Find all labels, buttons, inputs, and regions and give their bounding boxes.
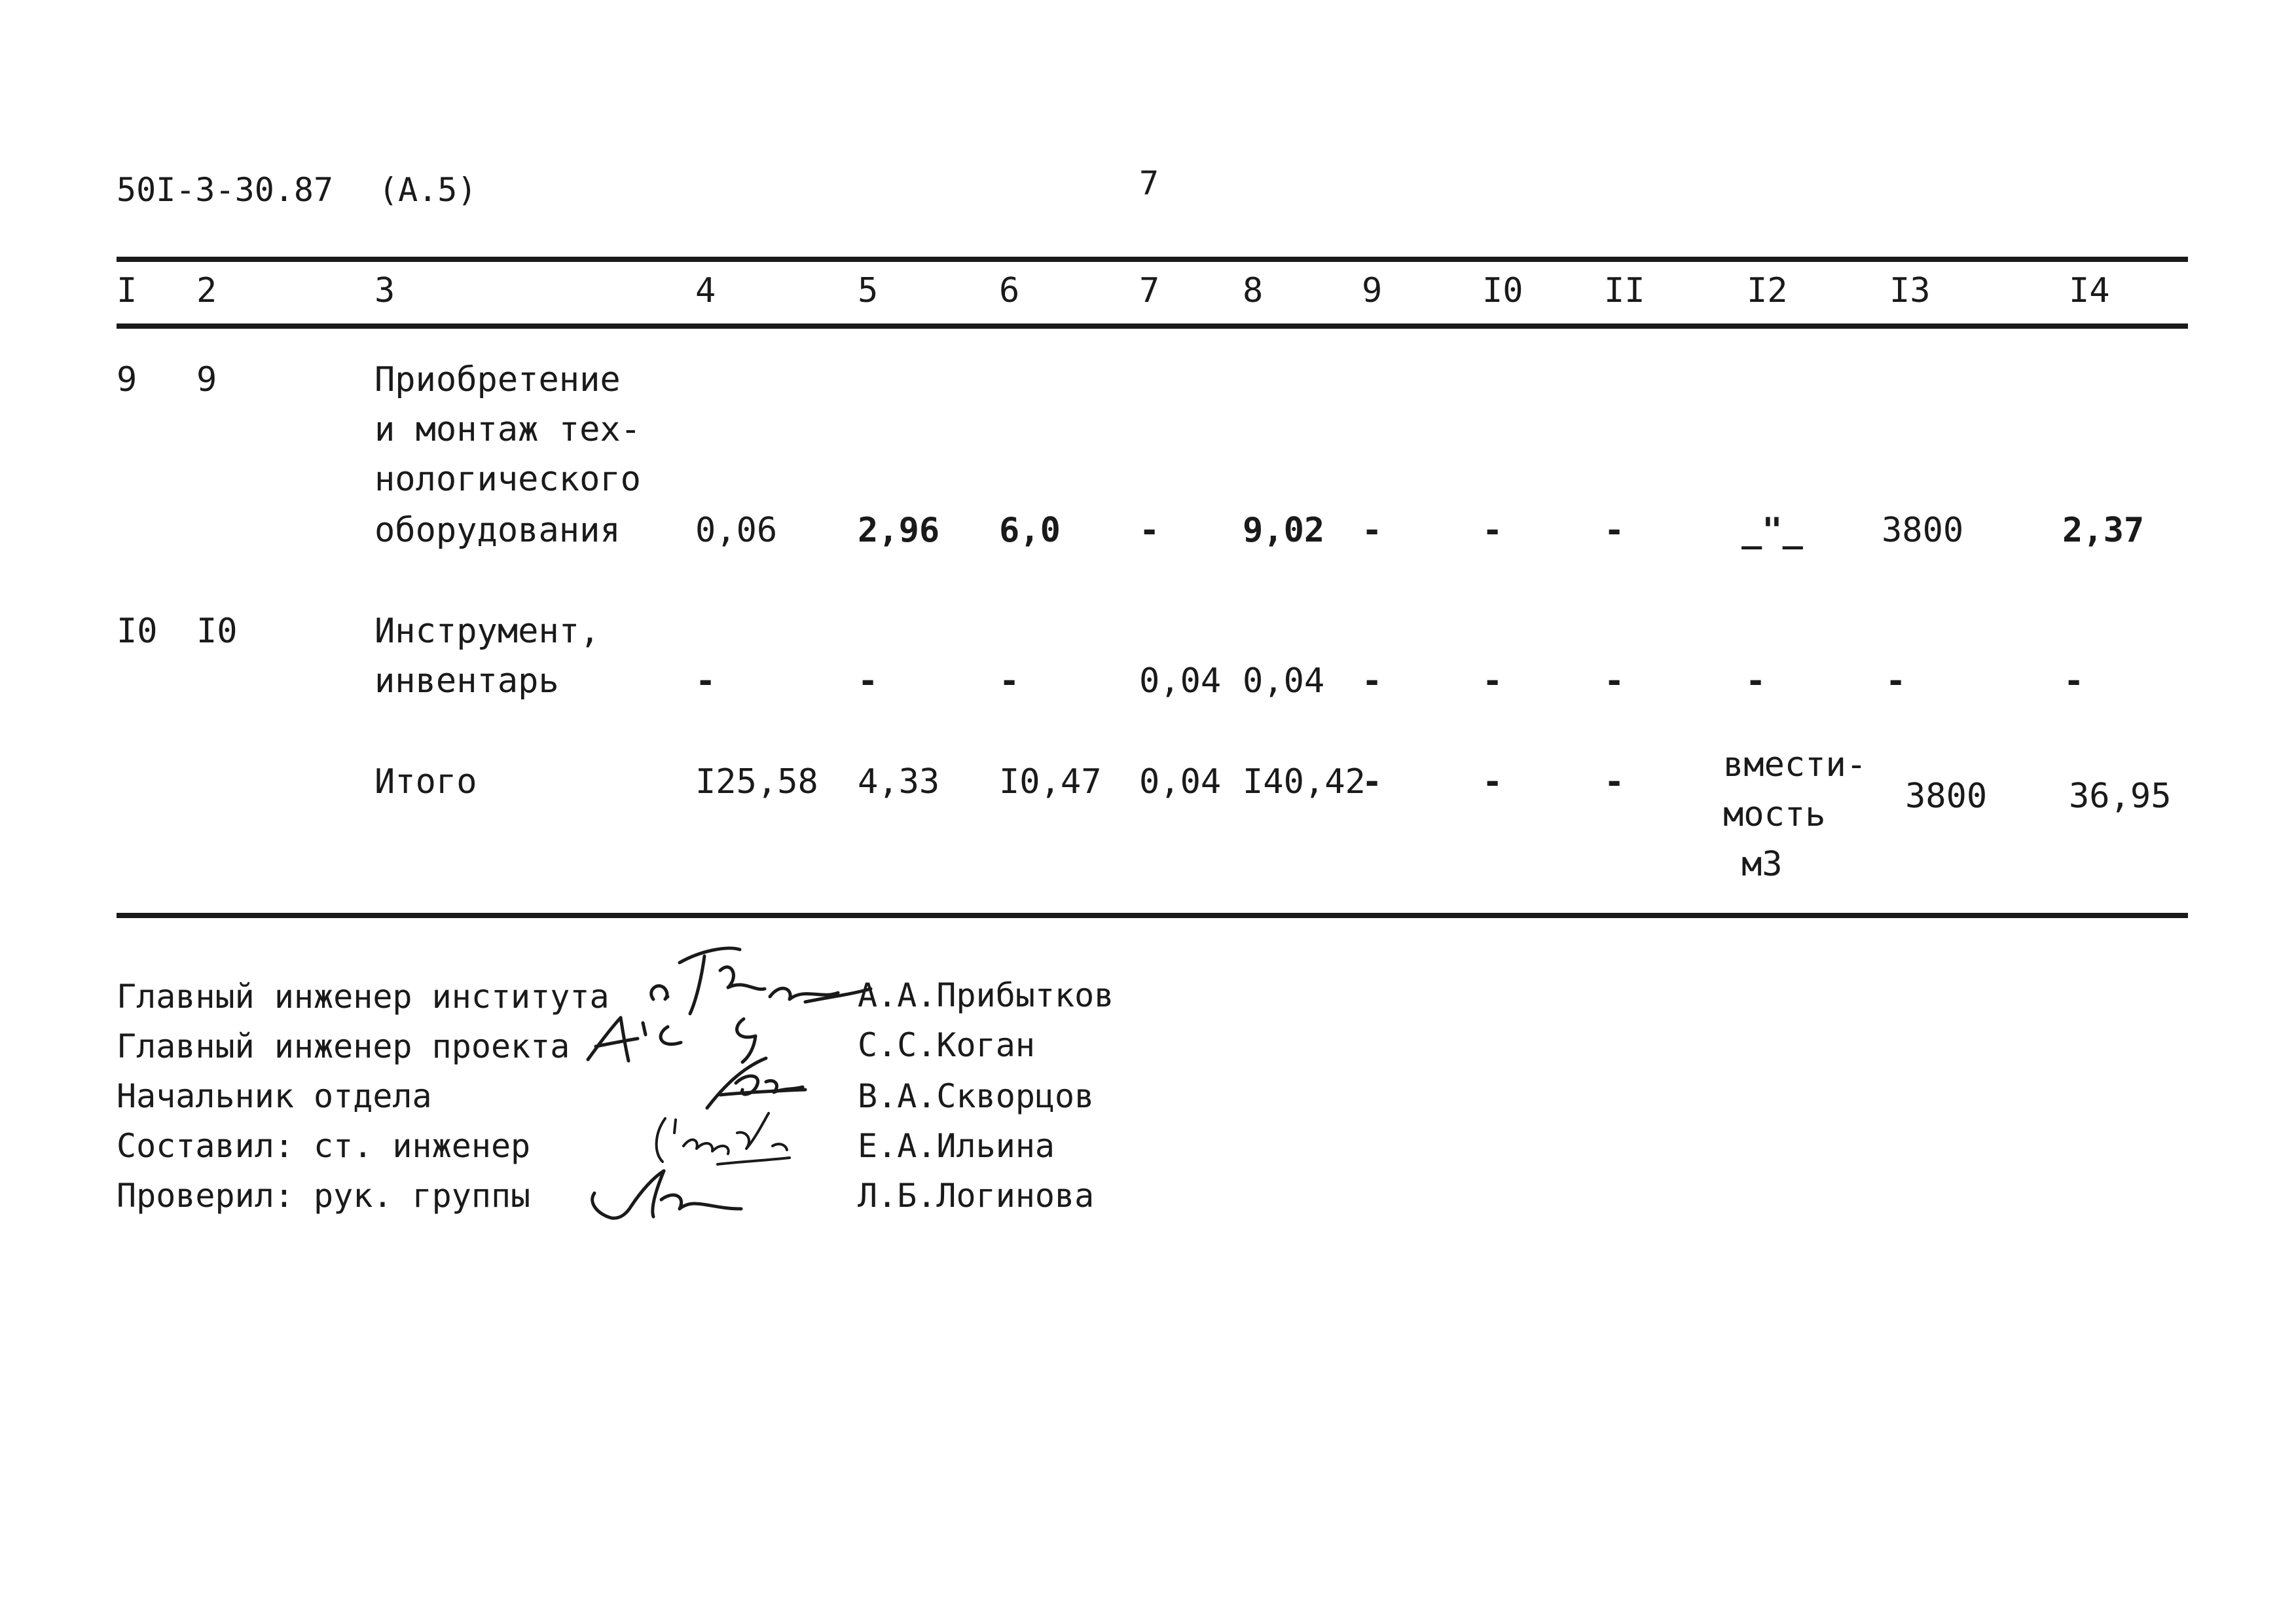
signer-name: Е.А.Ильина — [858, 1127, 1055, 1165]
cell-col-12: - — [1745, 661, 1766, 701]
cell-col-8: 9,02 — [1243, 511, 1325, 550]
cell-col-14: 36,95 — [2069, 777, 2172, 816]
cell-col-5: 2,96 — [858, 511, 940, 550]
page-number: 7 — [1139, 164, 1159, 202]
cell-col-9: - — [1362, 762, 1383, 802]
item-name-line: и монтаж тех- — [374, 410, 641, 449]
table-header-rule — [117, 323, 2188, 329]
cell-col-4: - — [695, 661, 716, 701]
column-number-1: I — [117, 271, 137, 310]
cell-col-7: - — [1139, 511, 1160, 550]
album-reference: (А.5) — [378, 171, 477, 209]
item-name-line: инвентарь — [374, 661, 559, 701]
row-number: I0 — [117, 612, 158, 651]
signer-name: Л.Б.Логинова — [858, 1177, 1095, 1215]
signer-role: Главный инженер проекта — [117, 1027, 570, 1065]
cell-col-14: 2,37 — [2062, 511, 2145, 550]
cell-col-9: - — [1362, 661, 1383, 701]
signer-role: Главный инженер института — [117, 978, 610, 1016]
cell-col-11: - — [1604, 661, 1625, 701]
column-number-10: I0 — [1482, 271, 1523, 310]
signature-image — [581, 1160, 752, 1235]
cell-col-13: - — [1886, 661, 1906, 701]
cell-col-7: 0,04 — [1139, 661, 1222, 701]
item-number: 9 — [196, 360, 217, 399]
column-number-6: 6 — [999, 271, 1020, 310]
capacity-unit-line: м3 — [1741, 845, 1783, 884]
column-number-9: 9 — [1362, 271, 1383, 310]
cell-col-6: 6,0 — [999, 511, 1061, 550]
column-number-13: I3 — [1889, 271, 1931, 310]
cell-col-8: I40,42 — [1243, 762, 1366, 802]
document-code: 50I-3-30.87 — [117, 171, 334, 209]
cell-col-5: - — [858, 661, 879, 701]
table-top-rule — [117, 257, 2188, 262]
cell-col-4: I25,58 — [695, 762, 818, 802]
item-name-line: Инструмент, — [374, 612, 600, 651]
cell-col-13: 3800 — [1905, 777, 1988, 816]
column-number-8: 8 — [1243, 271, 1264, 310]
cell-col-7: 0,04 — [1139, 762, 1222, 802]
cell-col-10: - — [1482, 762, 1503, 802]
signer-role: Составил: ст. инженер — [117, 1127, 531, 1165]
column-number-5: 5 — [858, 271, 879, 310]
cell-col-13: 3800 — [1882, 511, 1964, 550]
cell-col-4: 0,06 — [695, 511, 778, 550]
cell-col-6: - — [999, 661, 1020, 701]
table-bottom-rule — [117, 913, 2188, 918]
column-number-2: 2 — [196, 271, 217, 310]
signer-name: С.С.Коган — [858, 1026, 1035, 1064]
signer-name: А.А.Прибытков — [858, 976, 1114, 1014]
signer-name: В.А.Скворцов — [858, 1077, 1095, 1115]
total-label: Итого — [374, 762, 477, 802]
column-number-12: I2 — [1747, 271, 1788, 310]
cell-col-11: - — [1604, 762, 1625, 802]
column-number-14: I4 — [2069, 271, 2110, 310]
column-number-7: 7 — [1139, 271, 1160, 310]
capacity-unit-line: мость — [1723, 795, 1826, 834]
cell-col-6: I0,47 — [999, 762, 1102, 802]
row-number: 9 — [117, 360, 137, 399]
column-number-4: 4 — [695, 271, 716, 310]
cell-col-8: 0,04 — [1243, 661, 1325, 701]
cell-col-12: _"_ — [1741, 511, 1803, 550]
signer-role: Начальник отдела — [117, 1077, 432, 1115]
signer-role: Проверил: рук. группы — [117, 1177, 531, 1215]
item-number: I0 — [196, 612, 238, 651]
cell-col-11: - — [1604, 511, 1625, 550]
cell-col-5: 4,33 — [858, 762, 940, 802]
item-name-line: оборудования — [374, 511, 621, 550]
cell-col-14: - — [2064, 661, 2085, 701]
cell-col-10: - — [1482, 511, 1503, 550]
item-name-line: Приобретение — [374, 360, 621, 399]
column-number-11: II — [1604, 271, 1645, 310]
column-number-3: 3 — [374, 271, 395, 310]
cell-col-10: - — [1482, 661, 1503, 701]
capacity-unit-line: вмести- — [1723, 745, 1867, 784]
cell-col-9: - — [1362, 511, 1383, 550]
item-name-line: нологического — [374, 460, 641, 499]
